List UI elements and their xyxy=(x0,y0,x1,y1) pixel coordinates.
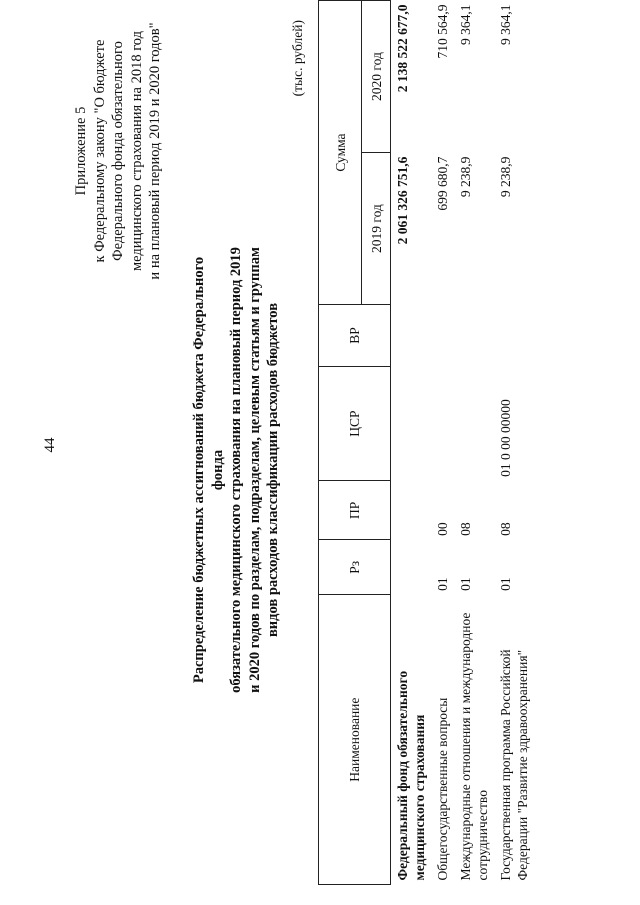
budget-table xyxy=(318,0,534,885)
header-pr: ПР xyxy=(319,481,391,540)
row-rz: 01 xyxy=(435,577,450,591)
row-name: Федеральный фонд обязательного медицинского страхования xyxy=(395,670,427,881)
title-line: Распределение бюджетных ассигнований бюджета Федерального фонда xyxy=(191,256,226,684)
row-rz: 01 xyxy=(458,577,473,591)
row-csr xyxy=(431,366,454,481)
title-line: видов расходов классификации расходов бюджетов xyxy=(265,302,281,638)
appendix-line: Федерального фонда обязательного xyxy=(110,41,126,261)
table-row xyxy=(431,1,454,885)
appendix-line: и на плановый период 2019 и 2020 годов" xyxy=(147,22,163,280)
table-row xyxy=(391,1,432,885)
row-csr: 01 0 00 00000 xyxy=(498,399,513,477)
row-pr: 08 xyxy=(458,522,473,536)
appendix-line: к Федеральному закону "О бюджете xyxy=(91,39,108,263)
header-vr: ВР xyxy=(319,305,391,367)
header-sum: Сумма xyxy=(319,1,362,305)
row-2020: 9 364,1 xyxy=(458,4,473,45)
row-2020: 2 138 522 677,0 xyxy=(395,4,410,93)
row-name: Международные отношения и международное сотрудничество xyxy=(458,612,490,881)
appendix-line: Приложение 5 xyxy=(73,106,89,196)
header-csr: ЦСР xyxy=(319,366,391,481)
row-name: Государственная программа Российской Федерации "Развитие здравоохранения" xyxy=(498,649,530,881)
row-2020: 710 564,9 xyxy=(435,4,450,59)
row-2020: 9 364,1 xyxy=(498,4,513,45)
header-2020: 2020 год xyxy=(362,1,391,153)
row-2019: 9 238,9 xyxy=(458,156,473,198)
row-2019: 9 238,9 xyxy=(498,156,513,198)
row-pr: 08 xyxy=(498,522,513,536)
title-line: обязательного медицинского страхования на плановый период 2019 xyxy=(228,247,244,693)
table-row xyxy=(454,1,494,885)
document-title xyxy=(190,235,283,705)
row-pr xyxy=(391,481,432,540)
appendix-line: медицинского страхования на 2018 год xyxy=(128,30,145,272)
row-csr xyxy=(454,366,494,481)
row-csr xyxy=(391,366,432,481)
row-vr xyxy=(454,305,494,367)
appendix-header xyxy=(72,1,165,301)
table-row xyxy=(494,1,534,885)
header-2019: 2019 год xyxy=(362,153,391,305)
row-2019: 699 680,7 xyxy=(435,156,450,211)
row-rz xyxy=(391,540,432,595)
row-vr xyxy=(494,305,534,367)
header-rz: Рз xyxy=(319,540,391,595)
page-number: 44 xyxy=(42,437,58,453)
row-vr xyxy=(391,305,432,367)
row-vr xyxy=(431,305,454,367)
units-label: (тыс. рублей) xyxy=(290,20,305,97)
title-line: и 2020 годов по разделам, подразделам, целевым статьям и группам xyxy=(246,247,263,693)
header-name: Наименование xyxy=(319,595,391,885)
row-pr: 00 xyxy=(435,522,450,536)
row-rz: 01 xyxy=(498,577,513,591)
row-name: Общегосударственные вопросы xyxy=(435,697,450,881)
row-2019: 2 061 326 751,6 xyxy=(395,156,410,245)
